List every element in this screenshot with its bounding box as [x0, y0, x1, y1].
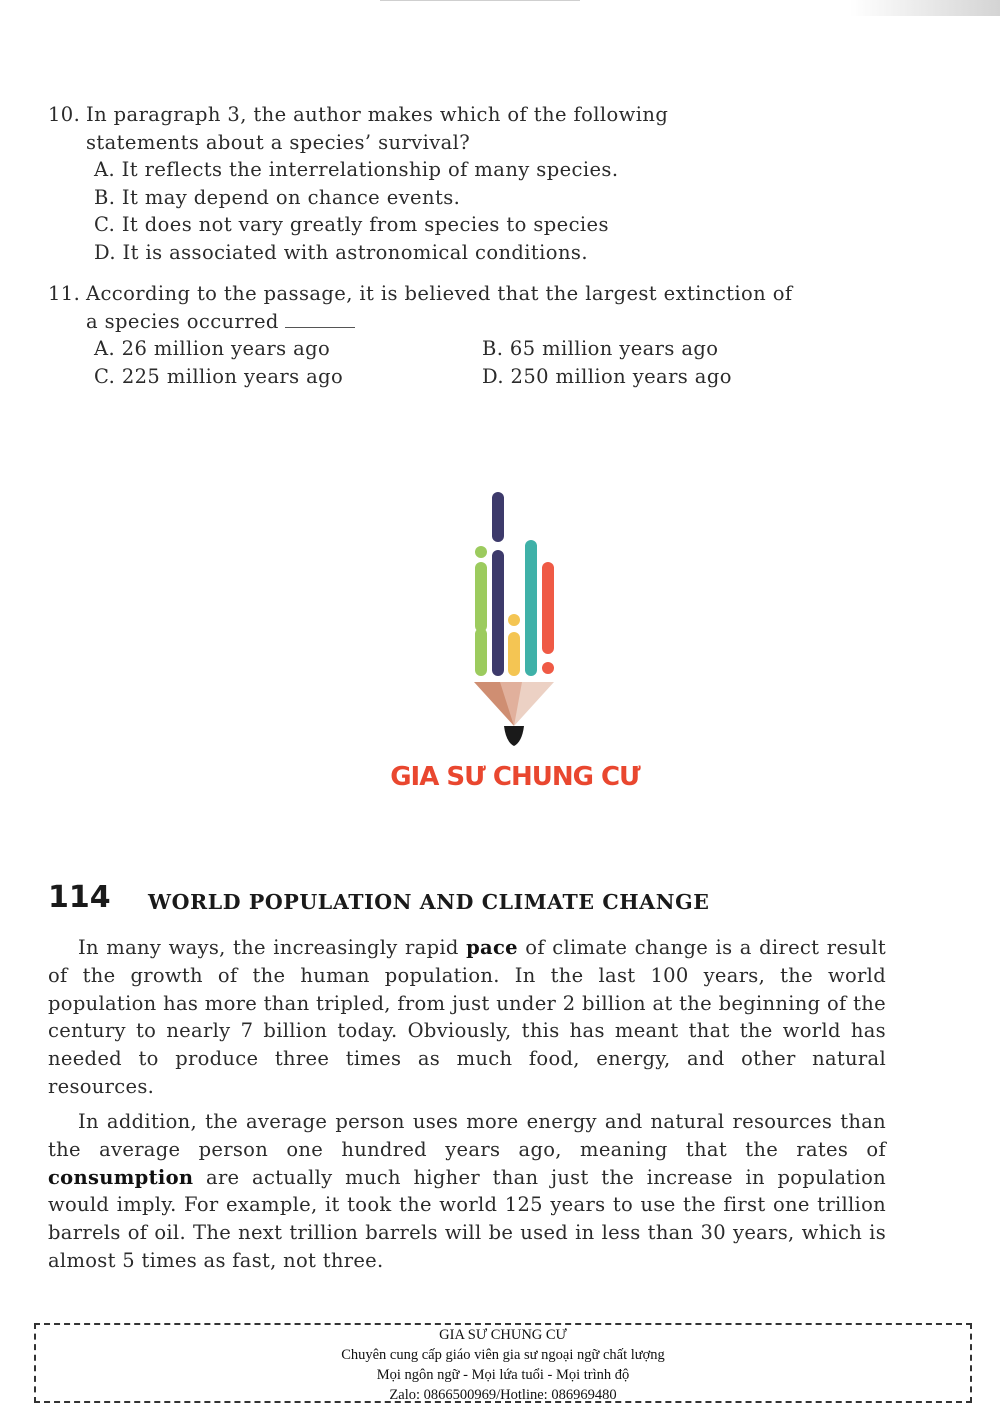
option-c: C. 225 million years ago [94, 365, 344, 388]
option-a: A. 26 million years ago [94, 337, 331, 360]
paragraph-text: of climate change is a direct result of the growth of the human population. In the last 100 years, the world population has more than tripled, from just under 2 billion at the beginning of the century to nearly 7 billion today. Obviously, this has meant that the world has needed to produce three times as much food, energy, and other natural resources. [48, 936, 886, 1098]
section-number: 114 [48, 880, 111, 915]
paragraph-text: are actually much higher than just the increase in population would imply. For example, it took the world 125 years to use the first one trillion barrels of oil. The next trillion barrels will be used in less than 30 years, which is almost 5 times as fast, not three. [48, 1165, 886, 1272]
bold-term: consumption [48, 1165, 194, 1189]
footer-box [34, 1323, 972, 1403]
option-c: C. It does not vary greatly from species to species [94, 213, 609, 236]
footer-tagline: Chuyên cung cấp giáo viên gia sư ngoại ngữ chất lượng [341, 1347, 665, 1363]
bold-term: pace [466, 936, 518, 959]
paragraph-text: In many ways, the increasingly rapid [78, 936, 467, 959]
paragraph-2 [48, 1108, 886, 1275]
question-number: 11. [48, 282, 81, 305]
option-row [48, 363, 908, 391]
question-11 [48, 280, 908, 391]
answer-blank [285, 311, 355, 328]
option-row [48, 335, 908, 363]
option-a: A. It reflects the interrelationship of many species. [94, 158, 619, 181]
question-stem: According to the passage, it is believed that the largest extinction of [86, 282, 793, 305]
question-stem-line [48, 308, 908, 336]
question-stem-line [48, 280, 908, 308]
pencil-logo-icon [464, 490, 564, 750]
question-stem-line [48, 101, 908, 129]
option-b: B. 65 million years ago [482, 337, 719, 360]
question-stem: In paragraph 3, the author makes which of the following [86, 103, 669, 126]
footer-title: GIA SƯ CHUNG CƯ [439, 1327, 567, 1343]
option-b: B. It may depend on chance events. [94, 185, 461, 209]
question-number: 10. [48, 103, 81, 126]
footer-subtitle: Mọi ngôn ngữ - Mọi lứa tuổi - Mọi trình độ [376, 1367, 630, 1383]
question-10 [48, 101, 908, 266]
section-title: WORLD POPULATION AND CLIMATE CHANGE [148, 890, 710, 914]
footer-contact: Zalo: 0866500969/Hotline: 086969480 [389, 1387, 617, 1403]
paragraph-1 [48, 934, 886, 1101]
brand-name: GIA SƯ CHUNG CƯ [390, 762, 640, 792]
scan-edge-line [380, 0, 580, 1]
scan-edge-shadow [850, 0, 1000, 16]
option-d: D. 250 million years ago [482, 365, 732, 388]
section-heading [48, 880, 948, 920]
option-d: D. It is associated with astronomical conditions. [94, 240, 588, 264]
paragraph-text: In addition, the average person uses more energy and natural resources than the average person one hundred years ago, meaning that the rates of [48, 1110, 886, 1161]
question-stem: a species occurred [86, 309, 279, 333]
question-stem-line: statements about a species’ survival? [86, 130, 471, 154]
